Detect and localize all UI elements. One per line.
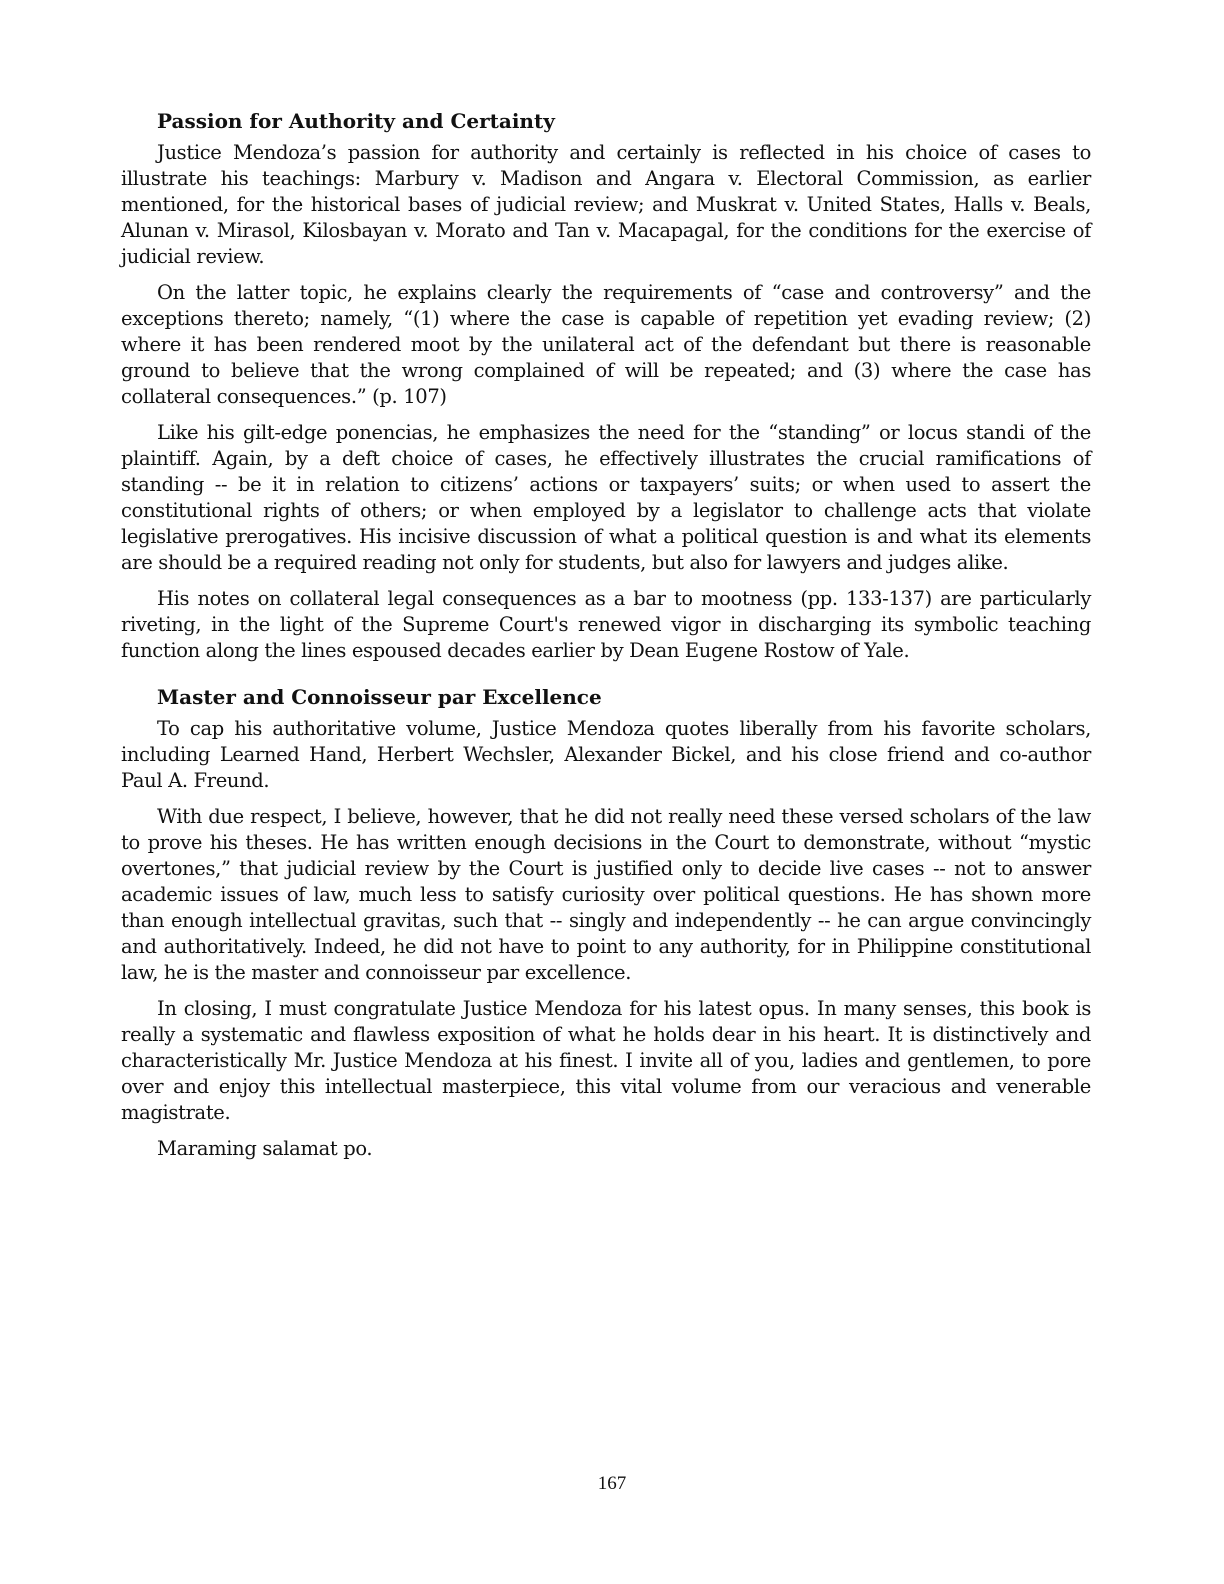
section-heading-master: Master and Connoisseur par Excellence — [157, 685, 602, 709]
paragraph: Justice Mendoza’s passion for authority and certainly is reflected in his choice of cases to illustrate his teachings: Marbury v. Madison and Angara v. Electoral Commission, as earlier mentioned, for the historical bases of judicial review; and Muskrat v. United States, Halls v. Beals, Alunan v. Mirasol, Kilosbayan v. Morato and Tan v. Macapagal, for the conditions for the exercise of judicial review. — [121, 141, 1091, 268]
page-body — [121, 108, 1091, 1172]
paragraph: With due respect, I believe, however, that he did not really need these versed scholars of the law to prove his theses. He has written enough decisions in the Court to demonstrate, without “mystic overtones,” that judicial review by the Court is justified only to decide live cases -- not to answer academic issues of law, much less to satisfy curiosity over political questions. He has shown more than enough intellectual gravitas, such that -- singly and independently -- he can argue convincingly and authoritatively. Indeed, he did not have to point to any authority, for in Philippine constitutional law, he is the master and connoisseur par excellence. — [121, 805, 1091, 984]
paragraph: His notes on collateral legal consequences as a bar to mootness (pp. 133-137) are particularly riveting, in the light of the Supreme Court's renewed vigor in discharging its symbolic teaching function along the lines espoused decades earlier by Dean Eugene Rostow of Yale. — [121, 587, 1091, 662]
section-spacer — [121, 674, 1091, 684]
closing-line: Maraming salamat po. — [157, 1137, 373, 1160]
paragraph: On the latter topic, he explains clearly the requirements of “case and controversy” and the exceptions thereto; namely, “(1) where the case is capable of repetition yet evading review; (2) where it has been rendered moot by the unilateral act of the defendant but there is reasonable ground to believe that the wrong complained of will be repeated; and (3) where the case has collateral consequences.” (p. 107) — [121, 281, 1091, 408]
page-number: 167 — [597, 1473, 627, 1494]
section-heading-passion: Passion for Authority and Certainty — [157, 109, 555, 133]
paragraph: To cap his authoritative volume, Justice Mendoza quotes liberally from his favorite scholars, including Learned Hand, Herbert Wechsler, Alexander Bickel, and his close friend and co-author Paul A. Freund. — [121, 717, 1091, 792]
paragraph: Like his gilt-edge ponencias, he emphasizes the need for the “standing” or locus standi of the plaintiff. Again, by a deft choice of cases, he effectively illustrates the crucial ramifications of standing -- be it in relation to citizens’ actions or taxpayers’ suits; or when used to assert the constitutional rights of others; or when employed by a legislator to challenge acts that violate legislative prerogatives. His incisive discussion of what a political question is and what its elements are should be a required reading not only for students, but also for lawyers and judges alike. — [121, 421, 1091, 574]
paragraph: In closing, I must congratulate Justice Mendoza for his latest opus. In many senses, this book is really a systematic and flawless exposition of what he holds dear in his heart. It is distinctively and characteristically Mr. Justice Mendoza at his finest. I invite all of you, ladies and gentlemen, to pore over and enjoy this intellectual masterpiece, this vital volume from our veracious and venerable magistrate. — [121, 997, 1091, 1124]
